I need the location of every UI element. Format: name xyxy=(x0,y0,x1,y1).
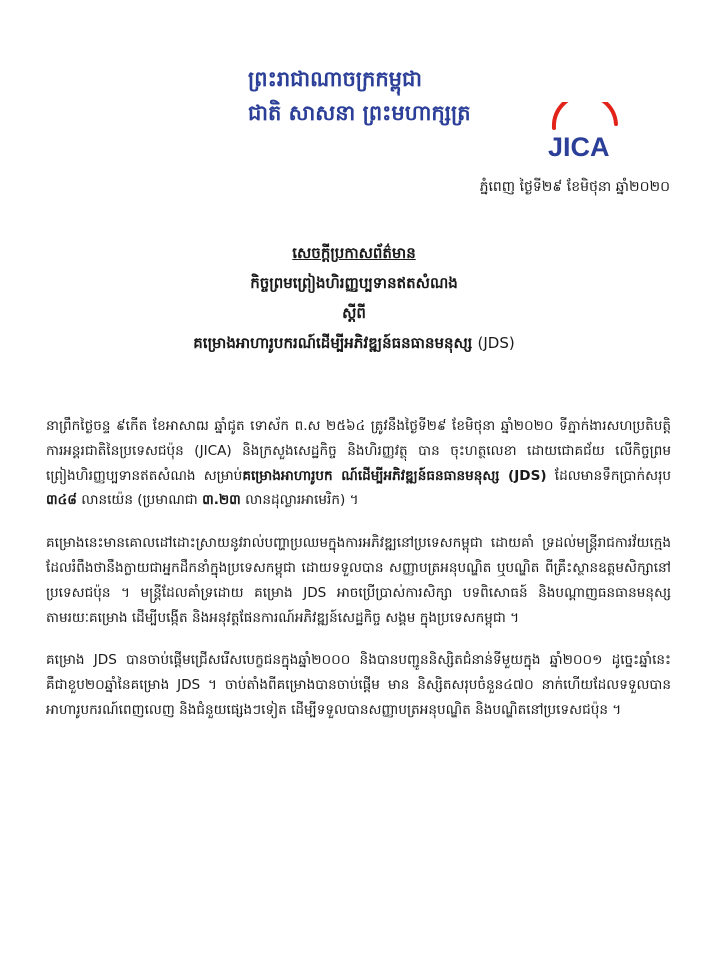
heading-line-3: ស្តីពី xyxy=(342,304,366,322)
paragraph-1 xyxy=(46,414,671,513)
paragraph-1-yen-unit: លានយ៉េន (ប្រមាណជា xyxy=(76,492,203,509)
national-motto: ជាតិ សាសនា ព្រះមហាក្សត្រ xyxy=(248,101,471,125)
press-release-heading xyxy=(40,238,668,358)
paragraph-1-amount-usd: ៣.២៣ xyxy=(202,492,241,509)
paragraph-2: គម្រោងនេះមានគោលដៅដោះស្រាយនូវរាល់បញ្ហាប្រឈមក្នុងការអភិវឌ្ឍនៅប្រទេសកម្ពុជា ដោយគាំ ទ្រដល់មន្ត្រីរាជការវ័យក្មេង ដែលរំពឹងថានឹងក្លាយជាអ្នកដឹកនាំក្នុងប្រទេសកម្ពុជា ដោយទទួលបាន សញ្ញាបត្រអនុបណ្ឌិត ឬបណ្ឌិត ពីគ្រឹះស្ថានឧត្តមសិក្សានៅប្រទេសជប៉ុន ។ មន្ត្រីដែលគាំទ្រដោយ គម្រោង JDS អាចប្រើប្រាស់ការសិក្សា បទពិសោធន៍ និងបណ្ដាញធនធានមនុស្សតាមរយៈគម្រោង ដើម្បីបង្កើត និងអនុវត្តផែនការណ៍អភិវឌ្ឍន៍សេដ្ឋកិច្ច សង្គម ក្នុងប្រទេសកម្ពុជា ។ xyxy=(46,535,671,626)
paragraph-1-intro: នាព្រឹកថ្ងៃចន្ទ ៩កើត ខែអាសាឍ ឆ្នាំជូត ទោស័ក ព.ស ២៥៦៤ ត្រូវនឹងថ្ងៃទី២៩ ខែមិថុនា ឆ្នាំ២០២០ ទីភ្នាក់ងារសហប្រតិបត្តិការអន្តរជាតិនៃប្រទេសជប៉ុន (JICA) និងក្រសួងសេដ្ឋកិច្ច និងហិរញ្ញវត្ថុ បាន ចុះហត្ថលេខា ដោយជោគជ័យ លើកិច្ចព្រមព្រៀងហិរញ្ញប្បទានឥតសំណង សម្រាប់ xyxy=(46,418,671,484)
kingdom-title: ព្រះរាជាណាចក្រកម្ពុជា xyxy=(248,67,423,91)
paragraph-1-amount-label: ដែលមានទឹកប្រាក់សរុប xyxy=(546,467,672,484)
jica-logo-text: JICA xyxy=(548,132,610,162)
paragraph-3: គម្រោង JDS បានចាប់ផ្តើមជ្រើសរើសបេក្ខជនក្នុងឆ្នាំ២០០០ និងបានបញ្ជូននិស្សិតជំនាន់ទីមួយក្នុង ឆ្នាំ២០០១ ដូច្នេះឆ្នាំនេះគឺជាខួប២០ឆ្នាំនៃគម្រោង JDS ។ ចាប់តាំងពីគម្រោងបានចាប់ផ្តើម មាន និស្សិតសរុបចំនួន៤៧០ នាក់ហើយដែលទទួលបានអាហារូបករណ៍ពេញលេញ និងជំនួយផ្សេងៗទៀត ដើម្បីទទួលបានសញ្ញាបត្រអនុបណ្ឌិត និងបណ្ឌិតនៅប្រទេសជប៉ុន ។ xyxy=(46,652,671,718)
heading-line-2: កិច្ចព្រមព្រៀងហិរញ្ញប្បទានឥតសំណង xyxy=(250,274,458,292)
document-date: ភ្នំពេញ ថ្ងៃទី២៩ ខែមិថុនា ឆ្នាំ២០២០ xyxy=(479,179,670,195)
paragraph-1-usd-unit: លានដុល្លារអាមេរិក) ។ xyxy=(240,492,359,509)
paragraph-1-amount-yen: ៣៤៨ xyxy=(46,492,77,509)
press-release-body xyxy=(46,414,671,741)
heading-project-name: គម្រោងអាហារូបករណ៍ដើម្បីអភិវឌ្ឍន៍ធនធានមនុស្ស xyxy=(193,334,473,352)
jica-logo xyxy=(540,102,630,162)
heading-project-acronym: (JDS) xyxy=(477,334,515,352)
kingdom-header xyxy=(248,62,488,130)
heading-line-1: សេចក្តីប្រកាសព័ត៌មាន xyxy=(292,244,416,262)
jica-logo-graphic xyxy=(540,102,630,162)
jica-logo-arc xyxy=(554,102,616,128)
paragraph-1-project-name: គម្រោងអាហារូបក ណ៍ដើម្បីអភិវឌ្ឍន៍ធនធានមនុស្ស (JDS) xyxy=(242,467,547,484)
heading-line-4 xyxy=(40,328,668,358)
